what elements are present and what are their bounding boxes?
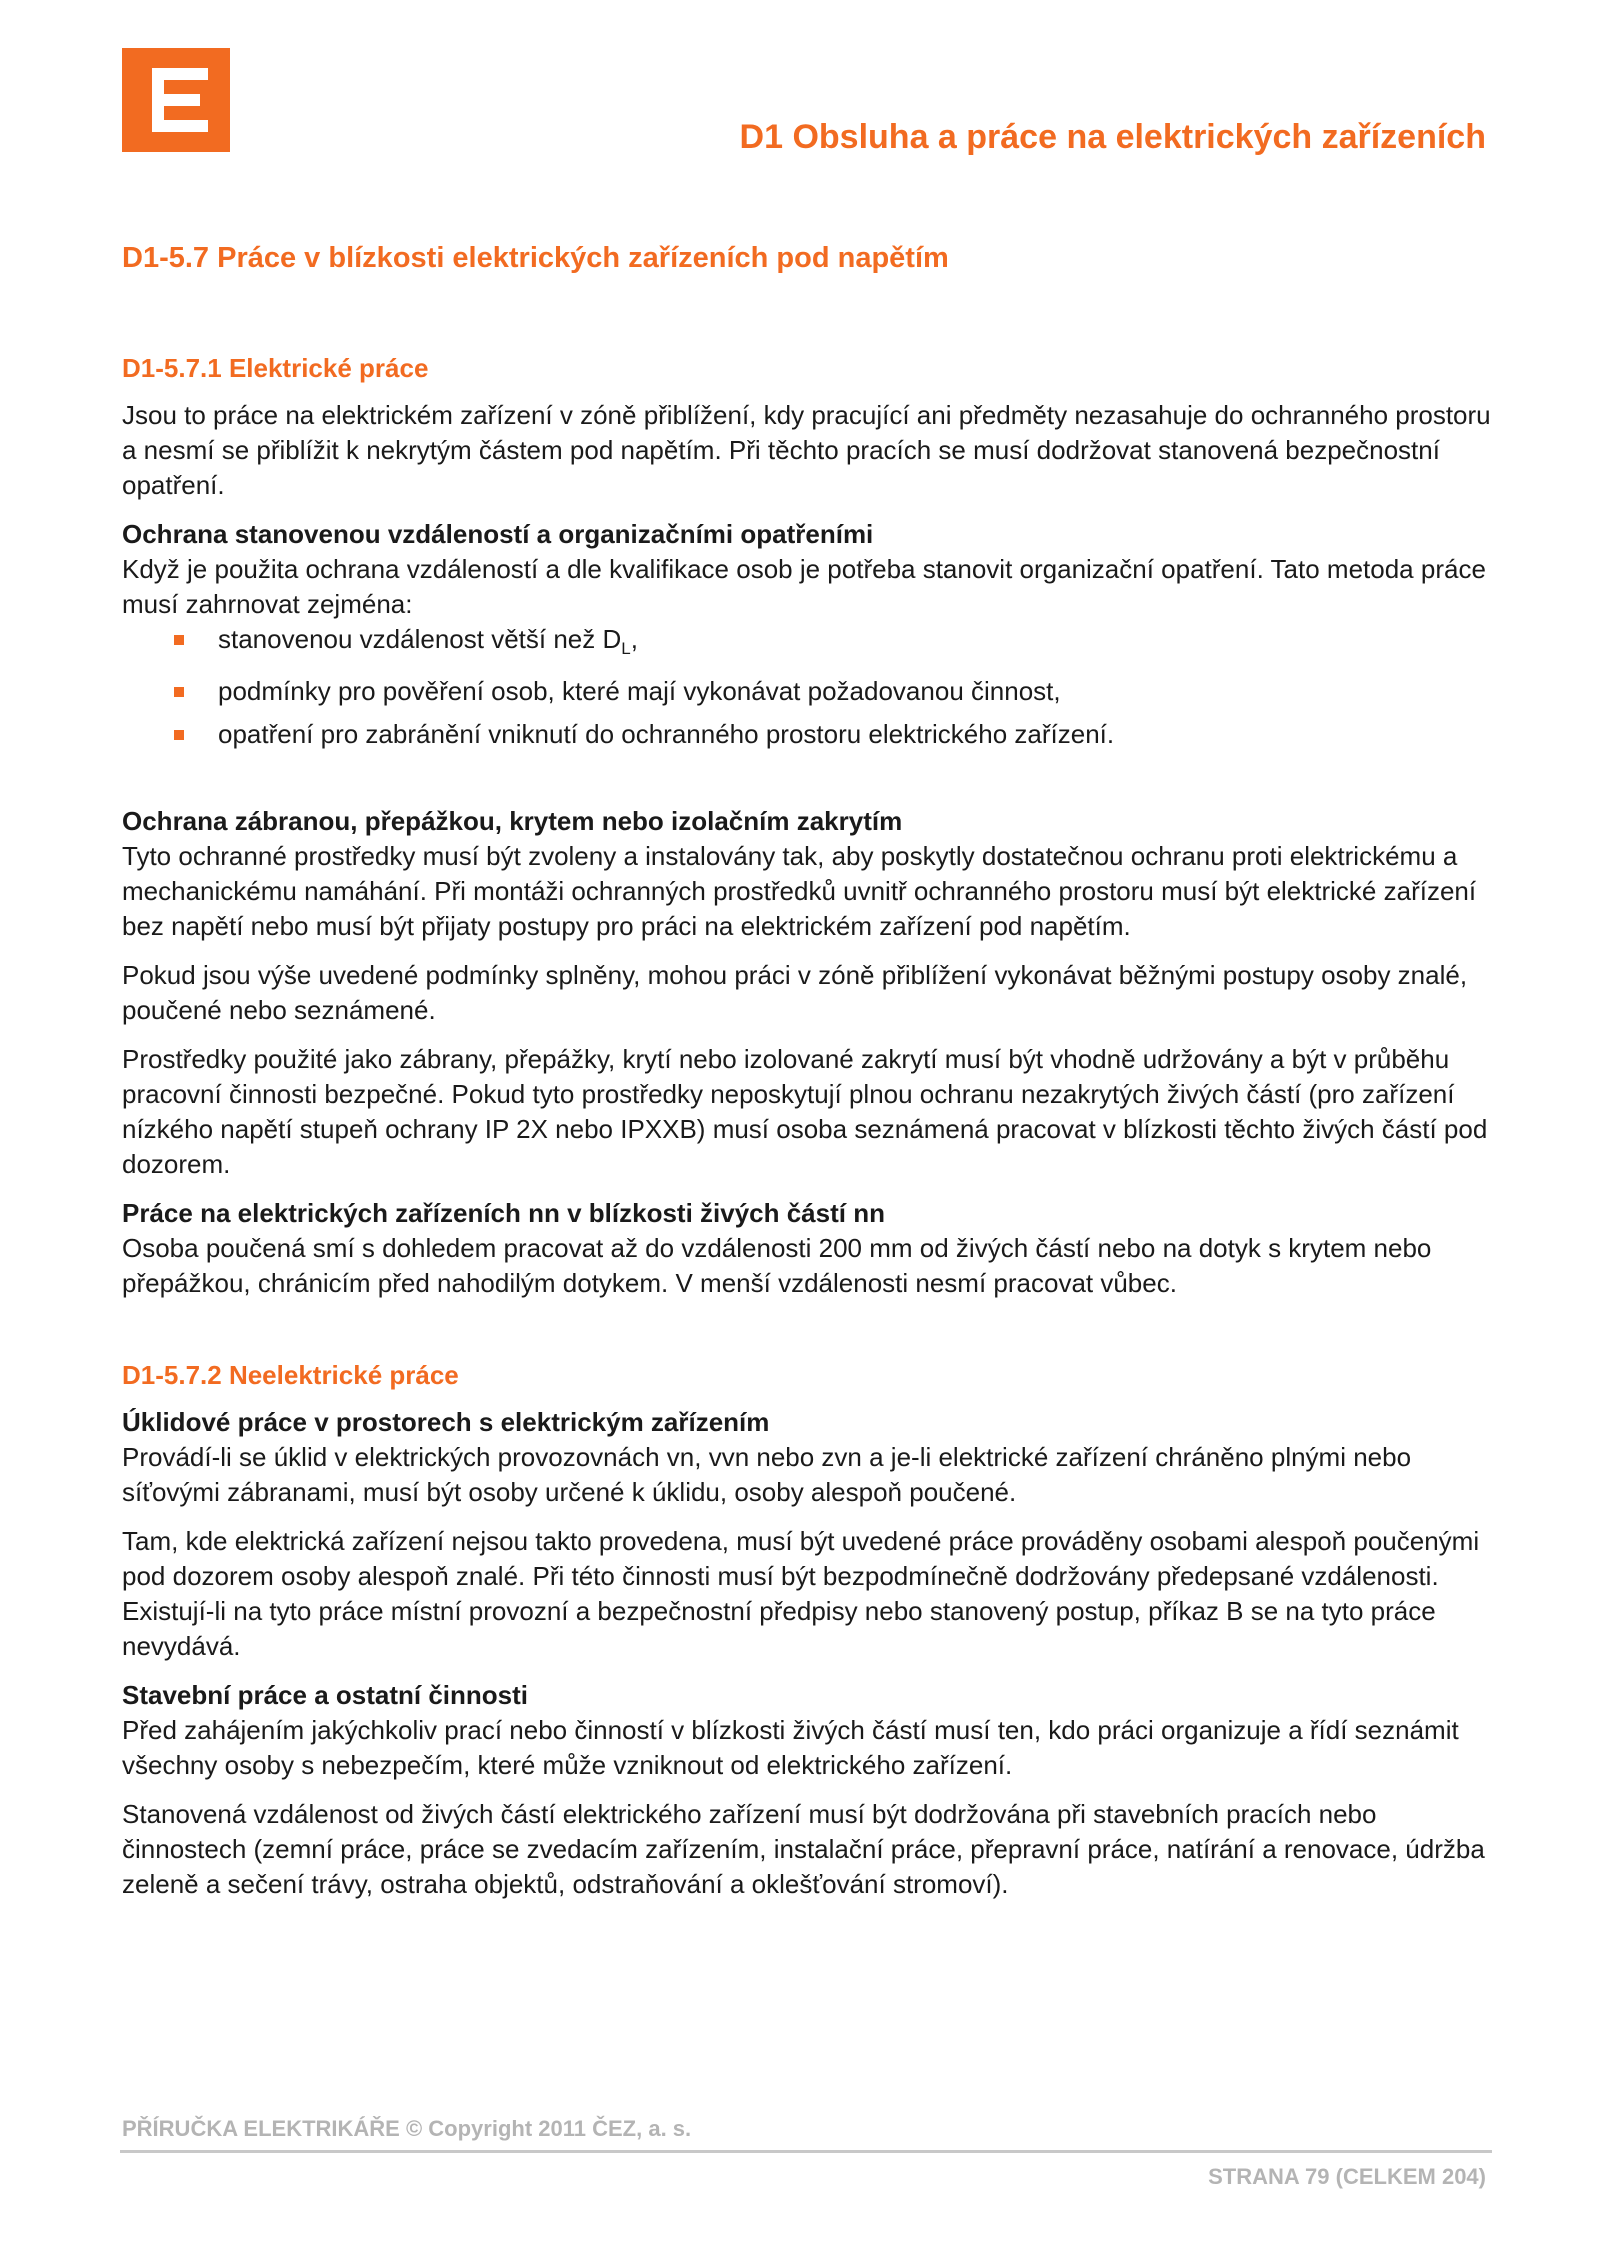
list-item: stanovenou vzdálenost větší než $D_L$, <box>122 622 1492 666</box>
bullet-square-icon <box>174 730 184 740</box>
bold-heading: Úklidové práce v prostorech s elektrickým zařízením <box>122 1407 770 1438</box>
paragraph: Provádí-li se úklid v elektrických provozovnách vn, vvn nebo zvn a je-li elektrické zařízení chráněno plnými nebo síťovými zábranami, musí být osoby určené k úklidu, osoby alespoň poučené. <box>122 1442 1412 1508</box>
list-item: opatření pro zabránění vniknutí do ochranného prostoru elektrického zařízení. <box>122 717 1492 752</box>
cez-logo-icon <box>122 48 230 152</box>
cleaning-work-block <box>122 1405 1492 1510</box>
document-title: D1 Obsluha a práce na elektrických zařízeních <box>739 118 1486 156</box>
bullet-square-icon <box>174 635 184 645</box>
subsection-title-electrical: D1-5.7.1 Elektrické práce <box>122 353 429 383</box>
paragraph: Stanovená vzdálenost od živých částí elektrického zařízení musí být dodržována při stavebních pracích nebo činnostech (zemní práce, práce se zvedacím zařízením, instalační práce, přepravní práce, natírání a renovace, údržba zeleně a sečení trávy, ostraha objektů, odstraňování a oklešťování stromoví). <box>122 1799 1485 1900</box>
paragraph: Jsou to práce na elektrickém zařízení v zóně přiblížení, kdy pracující ani předměty nezasahuje do ochranného prostoru a nesmí se přiblížit k nekrytým částem pod napětím. Při těchto pracích se musí dodržovat stanovená bezpečnostní opatření. <box>122 400 1491 500</box>
page-number: STRANA 79 (CELKEM 204) <box>1208 2164 1486 2189</box>
section-title: D1-5.7 Práce v blízkosti elektrických zařízeních pod napětím <box>122 242 949 274</box>
bullet-list <box>122 622 1492 752</box>
low-voltage-work-block <box>122 1196 1492 1301</box>
page-content <box>122 238 1492 1916</box>
bold-heading: Ochrana zábranou, přepážkou, krytem nebo izolačním zakrytím <box>122 806 903 837</box>
list-item: podmínky pro pověření osob, které mají vykonávat požadovanou činnost, <box>122 674 1492 709</box>
paragraph: Když je použita ochrana vzdáleností a dle kvalifikace osob je potřeba stanovit organizační opatření. Tato metoda práce musí zahrnovat zejména: <box>122 554 1486 619</box>
paragraph: Osoba poučená smí s dohledem pracovat až do vzdálenosti 200 mm od živých částí nebo na dotyk s krytem nebo přepážkou, chránicím před nahodilým dotykem. V menší vzdálenosti nesmí pracovat vůbec. <box>122 1233 1432 1299</box>
construction-work-block <box>122 1678 1492 1783</box>
paragraph: Prostředky použité jako zábrany, přepážky, krytí nebo izolované zakrytí musí být vhodně udržovány a být v průběhu pracovní činnosti bezpečné. Pokud tyto prostředky neposkytují plnou ochranu nezakrytých živých částí (pro zařízení nízkého napětí stupeň ochrany IP 2X nebo IPXXB) musí osoba seznámená pracovat v blízkosti těchto živých částí pod dozorem. <box>122 1044 1488 1180</box>
paragraph: Tam, kde elektrická zařízení nejsou takto provedena, musí být uvedené práce prováděny osobami alespoň poučenými pod dozorem osoby alespoň znalé. Při této činnosti musí být bezpodmínečně dodržovány předepsané vzdálenosti. Existují-li na tyto práce místní provozní a bezpečnostní předpisy nebo stanovený postup, příkaz B se na tyto práce nevydává. <box>122 1526 1480 1662</box>
subsection-title-non-electrical: D1-5.7.2 Neelektrické práce <box>122 1360 459 1391</box>
footer-copyright: PŘÍRUČKA ELEKTRIKÁŘE © Copyright 2011 ČEZ, a. s. <box>122 2116 692 2141</box>
bold-heading: Ochrana stanovenou vzdáleností a organizačními opatřeními <box>122 519 874 549</box>
bold-heading: Stavební práce a ostatní činnosti <box>122 1680 528 1711</box>
protection-barrier-block <box>122 804 1492 944</box>
paragraph: Pokud jsou výše uvedené podmínky splněny, mohou práci v zóně přiblížení vykonávat běžnými postupy osoby znalé, poučené nebo seznámené. <box>122 960 1468 1026</box>
bullet-square-icon <box>174 687 184 697</box>
footer-divider <box>120 2150 1492 2153</box>
bold-heading: Práce na elektrických zařízeních nn v blízkosti živých částí nn <box>122 1198 885 1229</box>
protection-distance-block <box>122 517 1492 622</box>
paragraph: Před zahájením jakýchkoliv prací nebo činností v blízkosti živých částí musí ten, kdo práci organizuje a řídí seznámit všechny osoby s nebezpečím, které může vzniknout od elektrického zařízení. <box>122 1715 1459 1781</box>
paragraph: Tyto ochranné prostředky musí být zvoleny a instalovány tak, aby poskytly dostatečnou ochranu proti elektrickému a mechanickému namáhání. Při montáži ochranných prostředků uvnitř ochranného prostoru musí být elektrické zařízení bez napětí nebo musí být přijaty postupy pro práci na elektrickém zařízení pod napětím. <box>122 841 1477 942</box>
